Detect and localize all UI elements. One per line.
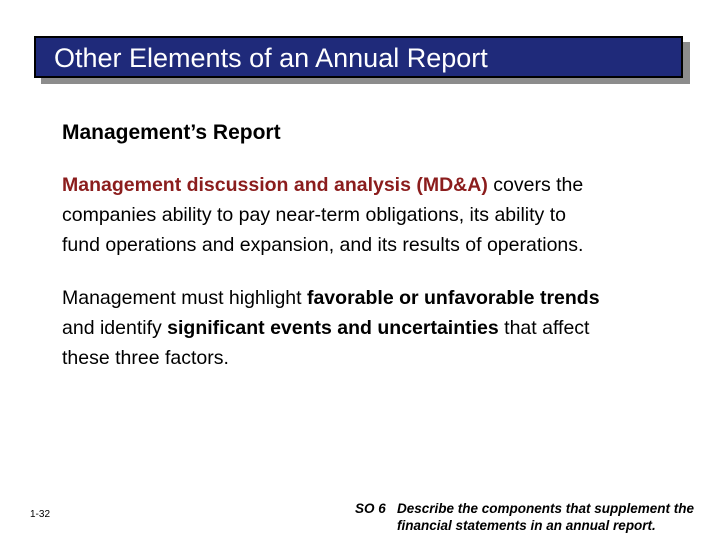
footer-line-2-text: financial statements in an annual report. xyxy=(397,518,656,533)
trends-line-2-text: and identify xyxy=(62,317,168,339)
title-bar xyxy=(34,36,683,78)
mdna-term: Management discussion and analysis (MD&A) xyxy=(62,174,488,196)
slide-number: 1-32 xyxy=(30,509,51,520)
events-emphasis: significant events and uncertainties xyxy=(167,317,499,339)
trends-line-1-text: Management must highlight xyxy=(62,287,307,309)
slide-title: Other Elements of an Annual Report xyxy=(54,43,488,73)
section-heading: Management’s Report xyxy=(62,121,281,144)
trends-paragraph xyxy=(62,283,692,373)
mdna-line-1-rest: covers the xyxy=(487,174,584,196)
trends-line-3: these three factors. xyxy=(62,347,229,369)
study-objective-code: SO 6 xyxy=(355,501,386,516)
trends-line-1 xyxy=(62,283,692,313)
trends-line-2 xyxy=(62,313,692,343)
mdna-line-1 xyxy=(62,170,692,200)
footer-line-2 xyxy=(355,517,694,534)
footer-line-1-text: Describe the components that supplement the xyxy=(397,501,695,516)
trends-emphasis: favorable or unfavorable trends xyxy=(306,287,600,309)
study-objective-footer xyxy=(355,500,694,534)
mdna-paragraph xyxy=(62,170,692,260)
footer-line-1 xyxy=(355,500,694,517)
mdna-line-2: companies ability to pay near-term obligations, its ability to xyxy=(62,204,566,226)
trends-line-2-rest: that affect xyxy=(498,317,590,339)
mdna-line-3: fund operations and expansion, and its results of operations. xyxy=(62,234,584,256)
